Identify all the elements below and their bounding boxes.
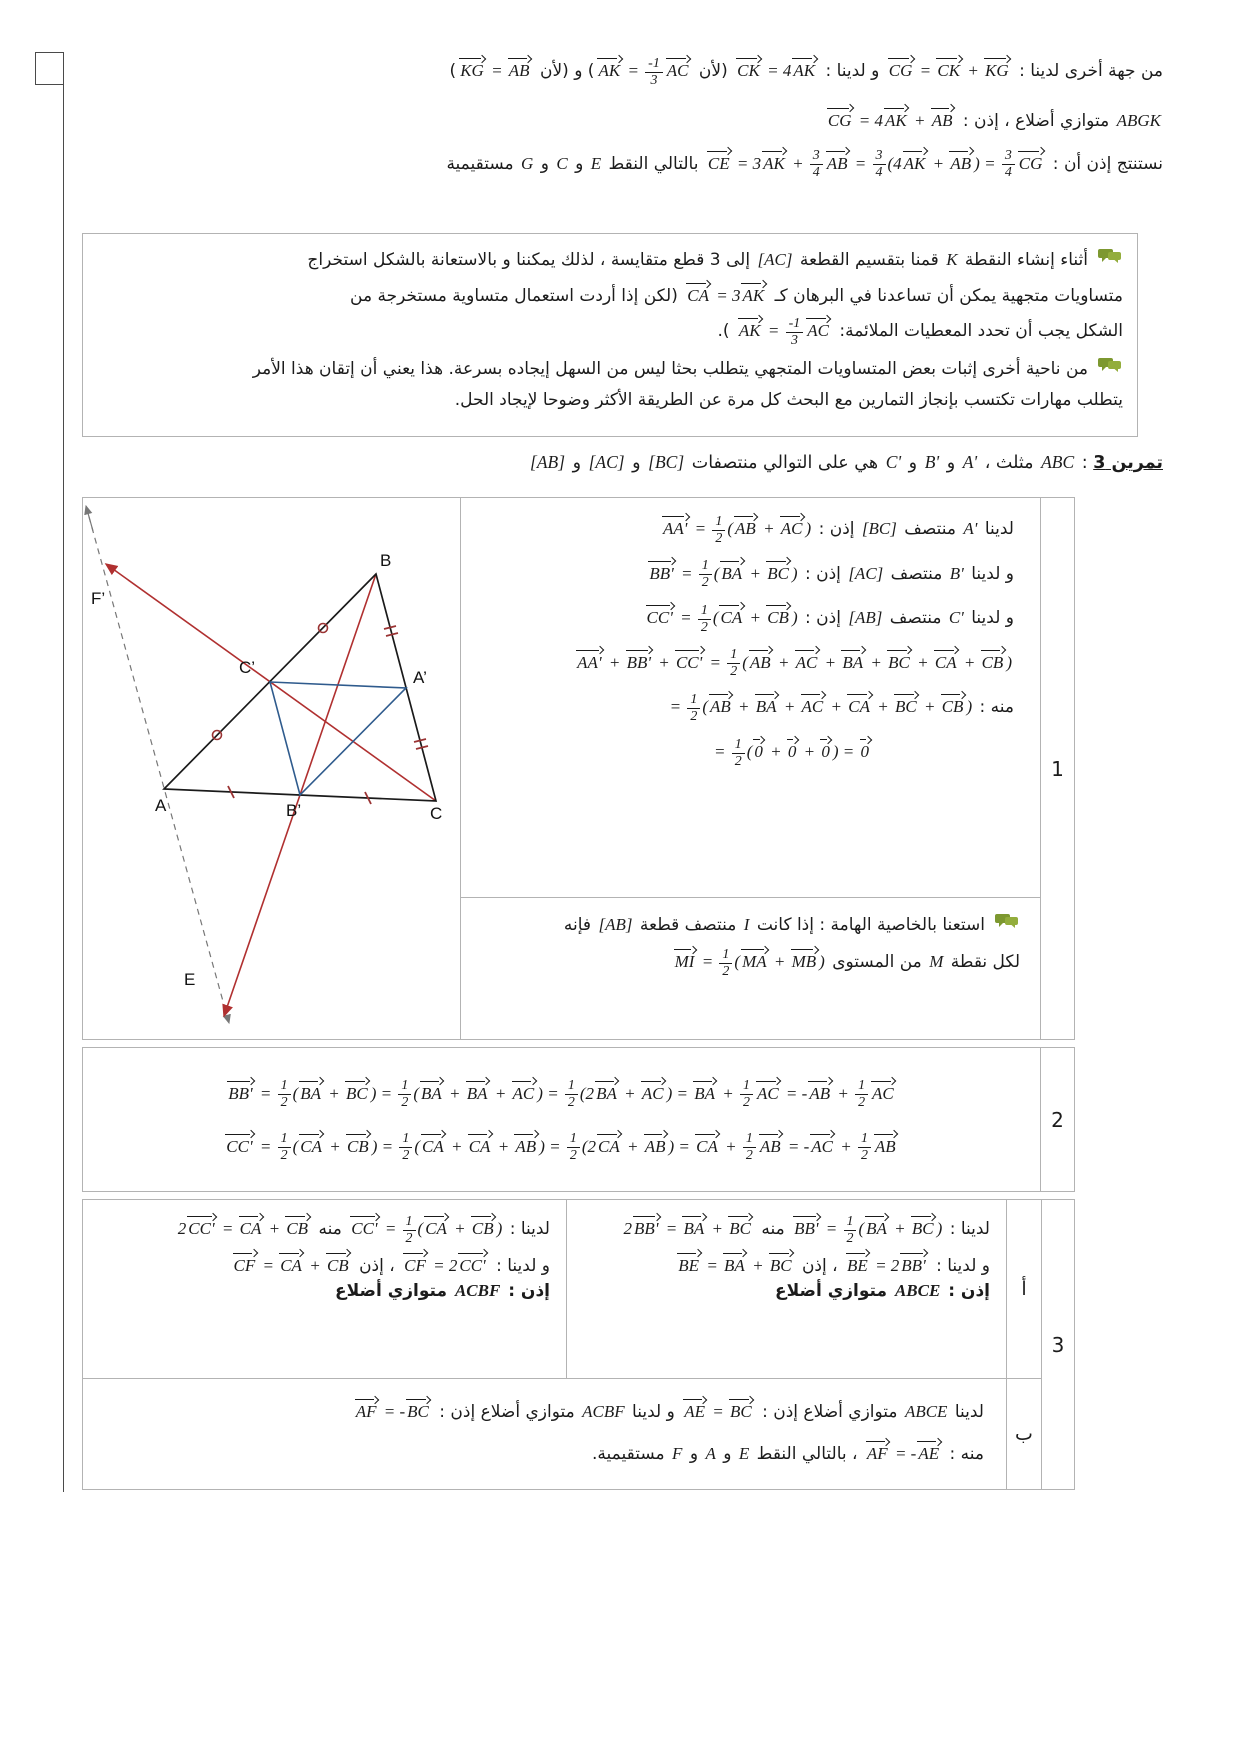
part2-derivation [83, 1048, 1041, 1191]
part3-number: 3 [1041, 1200, 1074, 1489]
note-line: لكل نقطة M من المستوى MI = $\frac{1}{2}$ ( MA + MB ) [674, 946, 1020, 979]
point-label-B: B [380, 551, 392, 570]
intro-line-1: من جهة أخرى لدينا : CG = CK + KG و لدينا : CK = 4 AK (لأن AK = $\frac{-1}{3}$ AC) و (لأن KG = AB) [449, 55, 1163, 88]
math-line: لدينا : CC' = $\frac{1}{2}$ ( CA + CB ) منه 2 CC' = CA + CB [177, 1213, 550, 1246]
solution-part3-box [82, 1199, 1075, 1490]
geometry-figure [83, 498, 461, 1039]
math-line: منه : = $\frac{1}{2}$ ( AB + BA + AC + CA + BC + CB ) [669, 692, 1014, 725]
math-line: إذن : ABCE متوازي أضلاع [775, 1280, 990, 1301]
part3a-content [83, 1200, 1006, 1378]
remark-line [97, 354, 1123, 381]
intro-paragraph [85, 52, 1163, 194]
math-line: = $\frac{1}{2}$ ( 0 + 0 + 0 ) = 0 [487, 733, 874, 770]
exercise-title [85, 452, 1163, 473]
math-line: BB' = $\frac{1}{2}$ ( BA + BC ) = $\frac{1}{2}$ ( BA + BA + AC ) = $\frac{1}{2}$ (2 BA + AC ) = BA + $\frac{1}{2}$ AC = - AB + $\frac{1}{2}$ AC [83, 1075, 1040, 1112]
note-line [481, 910, 1020, 937]
page-margin-cell [35, 52, 64, 85]
comment-icon [1097, 248, 1123, 272]
dashed-line-FAE [86, 506, 229, 1023]
dashed-line-arrow [86, 506, 93, 531]
part1-derivation [461, 498, 1040, 898]
part3b-content [83, 1378, 1006, 1489]
comment-icon [1097, 357, 1123, 381]
math-line: منه : AF = - AE ، بالتالي النقط E و A و F مستقيمية. [105, 1435, 984, 1465]
remark-line: الشكل يجب أن تحدد المعطيات الملائمة: AK = $\frac{-1}{3}$ AC ). [717, 315, 1123, 348]
math-line: و لدينا B' منتصف [AC] إذن : BB' = $\frac{1}{2}$ ( BA + BC ) [649, 558, 1014, 591]
note-text: استعنا بالخاصية الهامة : إذا كانت I منتصف قطعة [AB] فإنه [563, 915, 985, 936]
remarks-box [82, 233, 1138, 437]
point-label-E: E [184, 970, 196, 989]
math-line: لدينا A' منتصف [BC] إذن : AA' = $\frac{1}{2}$ ( AB + AC ) [663, 513, 1014, 546]
comment-icon [994, 913, 1020, 937]
medial-triangle [270, 682, 406, 795]
math-line: AA' + BB' + CC' = $\frac{1}{2}$ ( AB + AC + BA + BC + CA + CB ) [577, 647, 1012, 680]
point-label-A: A [155, 796, 167, 815]
math-line: و لدينا : BE = 2 BB' ، إذن BE = BA + BC [583, 1247, 990, 1277]
remark-line [97, 245, 1123, 272]
math-line: لدينا ABCE متوازي أضلاع إذن : AE = BC و لدينا ACBF متوازي أضلاع إذن : AF = - BC [105, 1393, 984, 1423]
intro-line-2: ABGK متوازي أضلاع ، إذن : CG = 4 AK + AB [85, 102, 1163, 132]
intro-line-3: نستنتج إذن أن : CE = 3 AK + $\frac{3}{4}$ AB = $\frac{3}{4}$ (4 AK + AB ) = $\frac{3}{4}$ CG بالتالي النقط E و C و G مستقيمية [446, 148, 1163, 181]
part3a-letter: أ [1006, 1200, 1041, 1378]
solution-part2-box [82, 1047, 1075, 1192]
part2-number: 2 [1051, 1107, 1064, 1132]
exercise-statement: : ABC مثلث ، A' و B' و C' هي على التوالي منتصفات [BC] و [AC] و [AB] [530, 452, 1094, 473]
point-label-Aprime: A’ [413, 668, 427, 687]
remark-text: أثناء إنشاء النقطة K قمنا بتقسيم القطعة [AC] إلى 3 قطع متقايسة ، لذلك يمكننا و بالاستعانة بالشكل استخراج [307, 250, 1088, 271]
remark-line: يتطلب مهارات تكتسب بإنجاز التمارين مع البحث كل مرة عن الطريقة الأكثر وضوحا لإيجاد الحل. [454, 389, 1123, 410]
remark-line: متساويات متجهية يمكن أن تساعدنا في البرهان كـ CA = 3 AK (لكن إذا أردت استعمال متساوية مستخرجة من [97, 277, 1123, 307]
math-line: إذن : ACBF متوازي أضلاع [335, 1280, 550, 1301]
part1-number: 1 [1051, 756, 1064, 781]
remark-text: من ناحية أخرى إثبات بعض المتساويات المتجهي يتطلب بحثا ليس من السهل إيجاده بسرعة. هذا يعني أن إتقان هذا الأمر [252, 358, 1088, 379]
exercise-number: تمرين 3 [1093, 453, 1163, 473]
point-label-Fprime: F’ [91, 589, 106, 608]
part3a-right-column [566, 1200, 1006, 1378]
part1-note [461, 898, 1040, 1039]
math-line: و لدينا C' منتصف [AB] إذن : CC' = $\frac{1}{2}$ ( CA + CB ) [646, 602, 1014, 635]
part3a-left-column [83, 1200, 566, 1378]
math-line: و لدينا : CF = 2 CC' ، إذن CF = CA + CB [99, 1247, 550, 1277]
point-label-C: C [430, 804, 443, 823]
point-label-Cprime: C’ [239, 658, 256, 677]
page-margin-line [63, 52, 64, 1492]
part3b-letter: ب [1006, 1378, 1041, 1489]
solution-part1-box [82, 497, 1075, 1040]
point-label-Bprime: B’ [286, 801, 302, 820]
math-line: CC' = $\frac{1}{2}$ ( CA + CB ) = $\frac{1}{2}$ ( CA + CA + AB ) = $\frac{1}{2}$ (2 CA + AB ) = CA + $\frac{1}{2}$ AB = - AC + $\frac{1}{2}$ AB [83, 1128, 1040, 1165]
math-line: لدينا : BB' = $\frac{1}{2}$ ( BA + BC ) منه 2 BB' = BA + BC [623, 1213, 990, 1246]
